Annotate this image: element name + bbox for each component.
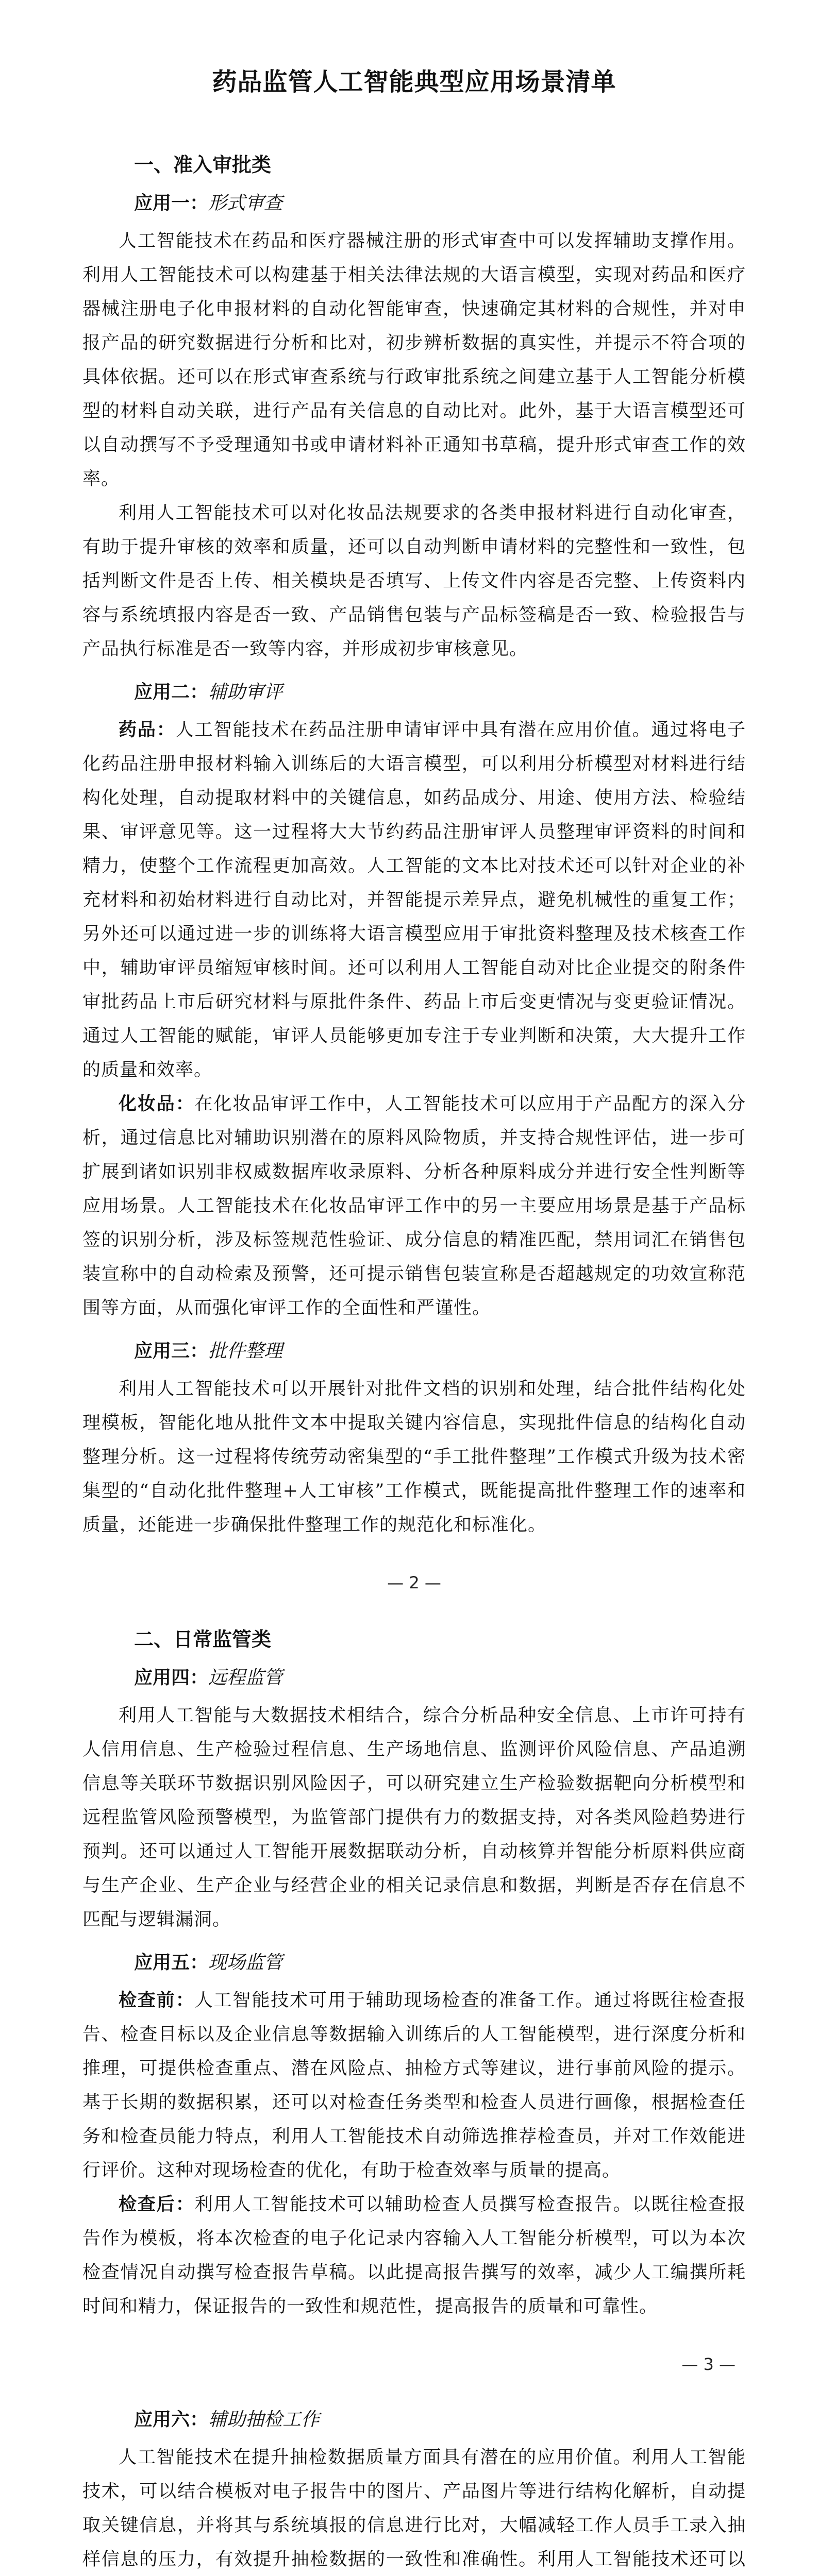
document-content	[82, 62, 746, 2576]
scene-heading-onsite-supervision	[134, 1948, 746, 1974]
paragraph: 利用人工智能技术可以开展针对批件文档的识别和处理，结合批件结构化处理模板，智能化地从批件文本中提取关键内容信息，实现批件信息的结构化自动整理分析。这一过程将传统劳动密集型的“手工批件整理”工作模式升级为技术密集型的“自动化批件整理+人工审核”工作模式，既能提高批件整理工作的速率和质量，还能进一步确保批件整理工作的规范化和标准化。	[82, 1379, 746, 1535]
page-number: — 3 —	[681, 2354, 736, 2374]
paragraph	[82, 2188, 746, 2324]
scene-label: 应用一：	[134, 193, 209, 214]
paragraph-text: 利用人工智能技术可以辅助检查人员撰写检查报告。以既往检查报告作为模板，将本次检查的电子化记录内容输入人工智能分析模型，可以为本次检查情况自动撰写检查报告草稿。以此提高报告撰写的效率，减少人工编撰所耗时间和精力，保证报告的一致性和规范性，提高报告的质量和可靠性。	[82, 2194, 746, 2317]
section-heading-daily-supervision: 二、日常监管类	[134, 1628, 272, 1651]
paragraph-lead: 化妆品：	[119, 1094, 195, 1114]
scene-label: 应用二：	[134, 682, 209, 703]
scene-label: 应用四：	[134, 1667, 209, 1688]
scene-name: 形式审查	[208, 193, 283, 214]
paragraph: 人工智能技术在提升抽检数据质量方面具有潜在的应用价值。利用人工智能技术，可以结合模板对电子报告中的图片、产品图片等进行结构化解析，自动提取关键信息，并将其与系统填报的信息进行比对，大幅减轻工作人员手工录入抽样信息的压力，有效提升抽检数据的一致性和准确性。利用人工智能技术还可以	[82, 2447, 746, 2570]
scene-label: 应用六：	[134, 2409, 209, 2430]
scene-name: 辅助审评	[208, 682, 283, 703]
paragraph-lead: 检查前：	[119, 1990, 195, 2011]
scene-heading-assisted-review	[134, 677, 746, 704]
scene-name: 远程监管	[208, 1667, 283, 1688]
section-heading-approval: 一、准入审批类	[134, 154, 272, 176]
page-number: — 2 —	[387, 1573, 441, 1592]
scene-heading-approval-documents	[134, 1336, 746, 1363]
paragraph	[82, 713, 746, 1087]
scene-label: 应用五：	[134, 1952, 209, 1973]
scene-name: 现场监管	[208, 1952, 283, 1973]
scene-heading-remote-supervision	[134, 1663, 746, 1689]
paragraph-text: 在化妆品审评工作中，人工智能技术可以应用于产品配方的深入分析，通过信息比对辅助识别潜在的原料风险物质，并支持合规性评估，进一步可扩展到诸如识别非权威数据库收录原料、分析各种原料成分并进行安全性判断等应用场景。人工智能技术在化妆品审评工作中的另一主要应用场景是基于产品标签的识别分析，涉及标签规范性验证、成分信息的精准匹配，禁用词汇在销售包装宣称中的自动检索及预警，还可提示销售包装宣称是否超越规定的功效宣称范围等方面，从而强化审评工作的全面性和严谨性。	[82, 1094, 746, 1318]
paragraph-lead: 检查后：	[119, 2194, 195, 2215]
scene-label: 应用三：	[134, 1341, 209, 1362]
document-title: 药品监管人工智能典型应用场景清单	[212, 67, 616, 96]
scene-heading-sampling-inspection	[134, 2405, 746, 2431]
paragraph	[82, 1087, 746, 1325]
scene-heading-formal-review	[134, 189, 746, 215]
scene-name: 辅助抽检工作	[208, 2409, 320, 2430]
scene-name: 批件整理	[208, 1341, 283, 1362]
paragraph: 利用人工智能技术可以对化妆品法规要求的各类申报材料进行自动化审查，有助于提升审核的效率和质量，还可以自动判断申请材料的完整性和一致性，包括判断文件是否上传、相关模块是否填写、上传文件内容是否完整、上传资料内容与系统填报内容是否一致、产品销售包装与产品标签稿是否一致、检验报告与产品执行标准是否一致等内容，并形成初步审核意见。	[82, 503, 746, 659]
paragraph-text: 人工智能技术在药品注册申请审评中具有潜在应用价值。通过将电子化药品注册申报材料输入训练后的大语言模型，可以利用分析模型对材料进行结构化处理，自动提取材料中的关键信息，如药品成分、用途、使用方法、检验结果、审评意见等。这一过程将大大节约药品注册审评人员整理审评资料的时间和精力，使整个工作流程更加高效。人工智能的文本比对技术还可以针对企业的补充材料和初始材料进行自动比对，并智能提示差异点，避免机械性的重复工作；另外还可以通过进一步的训练将大语言模型应用于审批资料整理及技术核查工作中，辅助审评员缩短审核时间。还可以利用人工智能自动对比企业提交的附条件审批药品上市后研究材料与原批件条件、药品上市后变更情况与变更验证情况。通过人工智能的赋能，审评人员能够更加专注于专业判断和决策，大大提升工作的质量和效率。	[82, 720, 746, 1080]
paragraph: 利用人工智能与大数据技术相结合，综合分析品种安全信息、上市许可持有人信用信息、生产检验过程信息、生产场地信息、监测评价风险信息、产品追溯信息等关联环节数据识别风险因子，可以研究建立生产检验数据靶向分析模型和远程监管风险预警模型，为监管部门提供有力的数据支持，对各类风险趋势进行预判。还可以通过人工智能开展数据联动分析，自动核算并智能分析原料供应商与生产企业、生产企业与经营企业的相关记录信息和数据，判断是否存在信息不匹配与逻辑漏洞。	[82, 1705, 746, 1930]
paragraph: 人工智能技术在药品和医疗器械注册的形式审查中可以发挥辅助支撑作用。利用人工智能技术可以构建基于相关法律法规的大语言模型，实现对药品和医疗器械注册电子化申报材料的自动化智能审查，快速确定其材料的合规性，并对申报产品的研究数据进行分析和比对，初步辨析数据的真实性，并提示不符合项的具体依据。还可以在形式审查系统与行政审批系统之间建立基于人工智能分析模型的材料自动关联，进行产品有关信息的自动比对。此外，基于大语言模型还可以自动撰写不予受理通知书或申请材料补正通知书草稿，提升形式审查工作的效率。	[82, 231, 746, 489]
paragraph	[82, 1984, 746, 2188]
paragraph-text: 人工智能技术可用于辅助现场检查的准备工作。通过将既往检查报告、检查目标以及企业信息等数据输入训练后的人工智能模型，进行深度分析和推理，可提供检查重点、潜在风险点、抽检方式等建议，进行事前风险的提示。基于长期的数据积累，还可以对检查任务类型和检查人员进行画像，根据检查任务和检查员能力特点，利用人工智能技术自动筛选推荐检查员，并对工作效能进行评价。这种对现场检查的优化，有助于检查效率与质量的提高。	[82, 1990, 746, 2181]
paragraph-lead: 药品：	[119, 720, 176, 740]
